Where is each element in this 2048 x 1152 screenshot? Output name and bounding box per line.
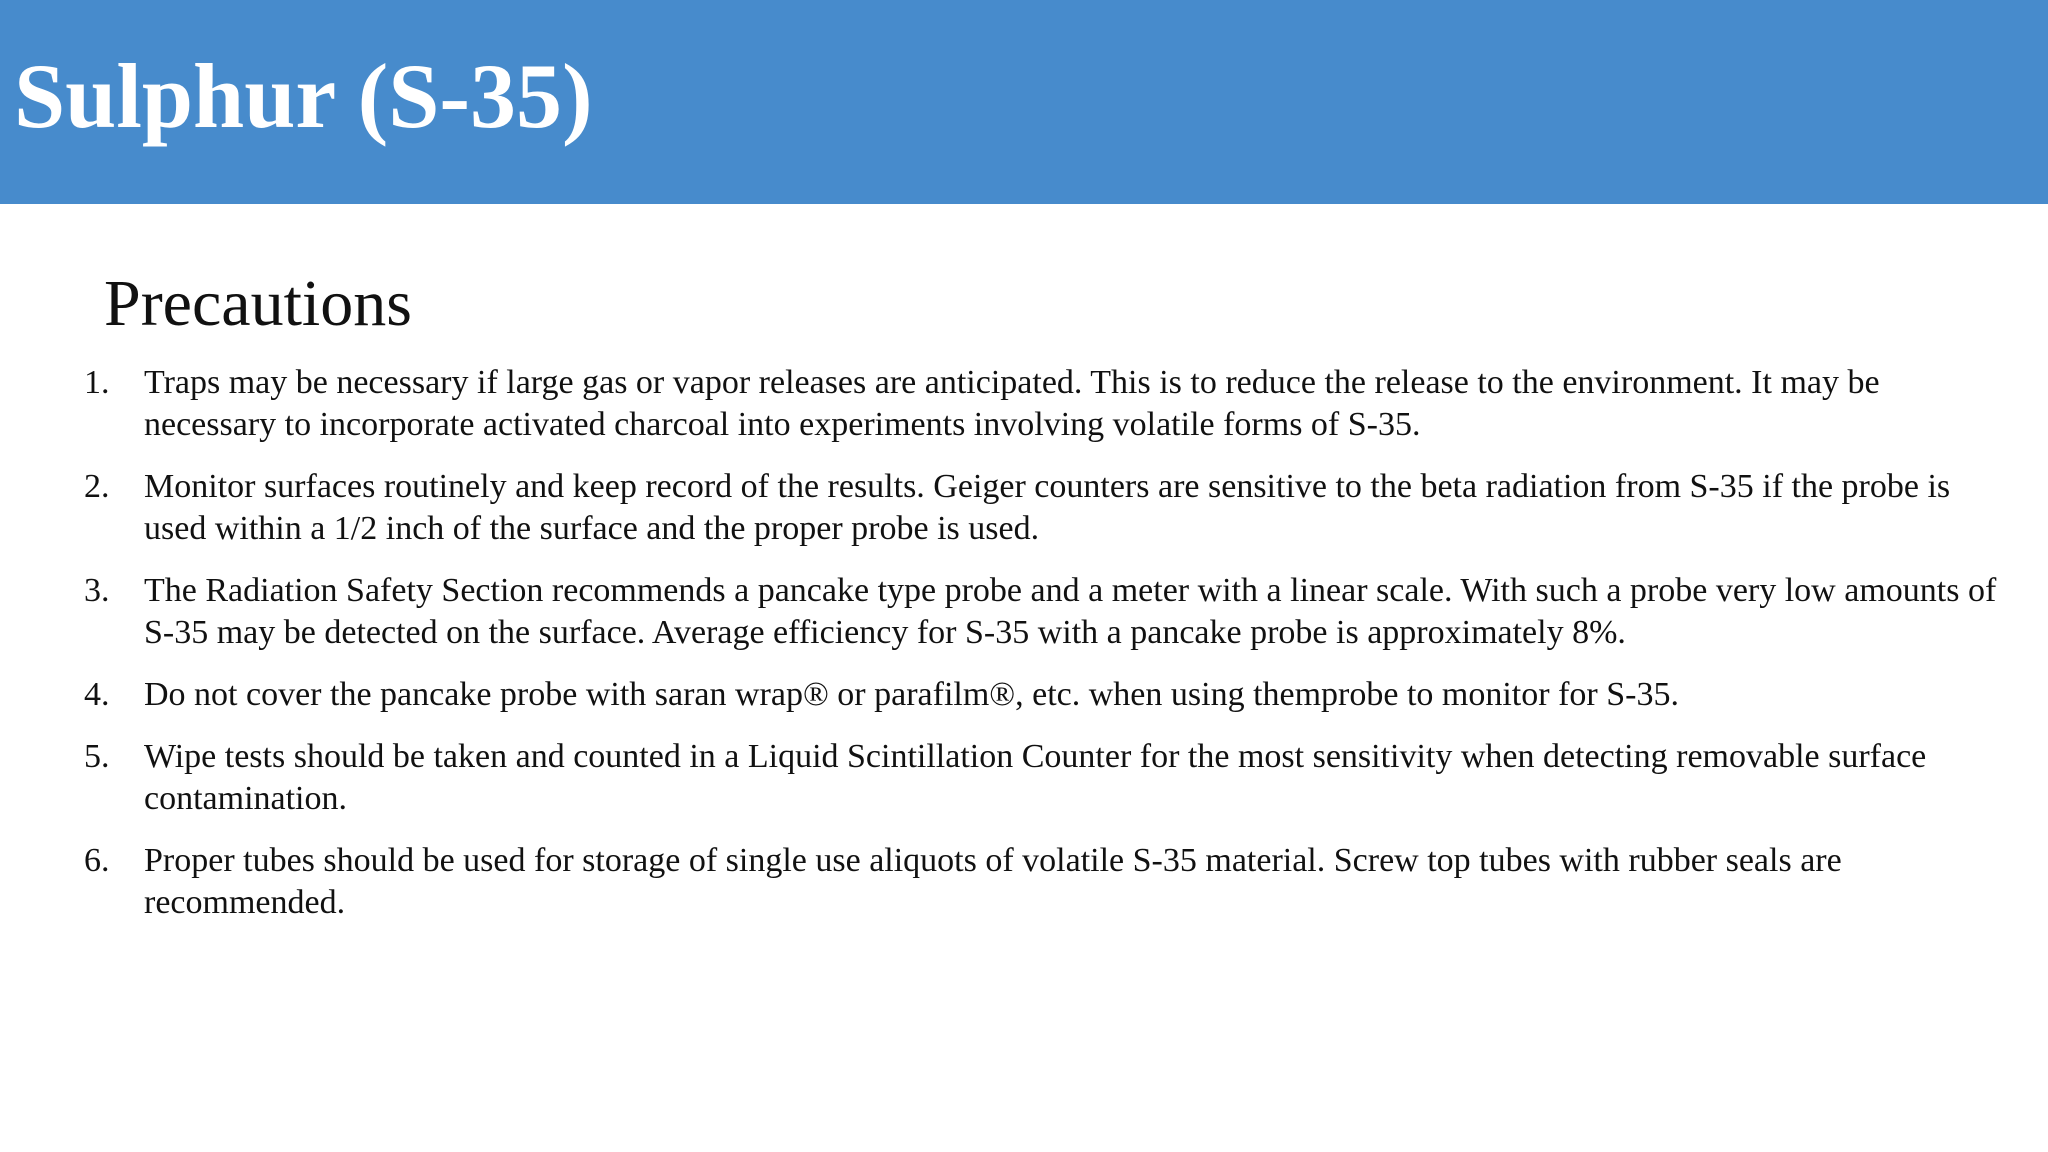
list-item xyxy=(84,736,2004,820)
item-number: 4. xyxy=(84,676,110,713)
list-item xyxy=(84,362,2004,446)
item-text: The Radiation Safety Section recommends a pancake type probe and a meter with a linear scale. With such a probe very low amounts of S-35 may be detected on the surface. Average efficiency for S-35 with a pancake probe is approximately 8%. xyxy=(144,572,1997,651)
item-text: Wipe tests should be taken and counted in a Liquid Scintillation Counter for the most sensitivity when detecting removable surface contamination. xyxy=(144,738,1927,817)
item-number: 3. xyxy=(84,572,110,609)
item-number: 1. xyxy=(84,364,110,401)
item-number: 5. xyxy=(84,738,110,775)
item-text: Traps may be necessary if large gas or vapor releases are anticipated. This is to reduce the release to the environment. It may be necessary to incorporate activated charcoal into experiments involving volatile forms of S-35. xyxy=(144,364,1880,443)
slide-title: Sulphur (S-35) xyxy=(14,45,593,147)
section-heading: Precautions xyxy=(104,267,412,340)
list-item xyxy=(84,466,2004,550)
list-item xyxy=(84,840,2004,924)
list-item xyxy=(84,570,2004,654)
item-text: Do not cover the pancake probe with saran wrap® or parafilm®, etc. when using themprobe to monitor for S-35. xyxy=(144,676,1679,713)
precautions-list xyxy=(84,362,2004,944)
item-text: Monitor surfaces routinely and keep record of the results. Geiger counters are sensitive to the beta radiation from S-35 if the probe is used within a 1/2 inch of the surface and the proper probe is used. xyxy=(144,468,1951,547)
item-number: 2. xyxy=(84,468,110,505)
title-bar xyxy=(0,0,2048,204)
item-number: 6. xyxy=(84,842,110,879)
item-text: Proper tubes should be used for storage of single use aliquots of volatile S-35 material. Screw top tubes with rubber seals are recommended. xyxy=(144,842,1842,921)
list-item xyxy=(84,674,2004,716)
